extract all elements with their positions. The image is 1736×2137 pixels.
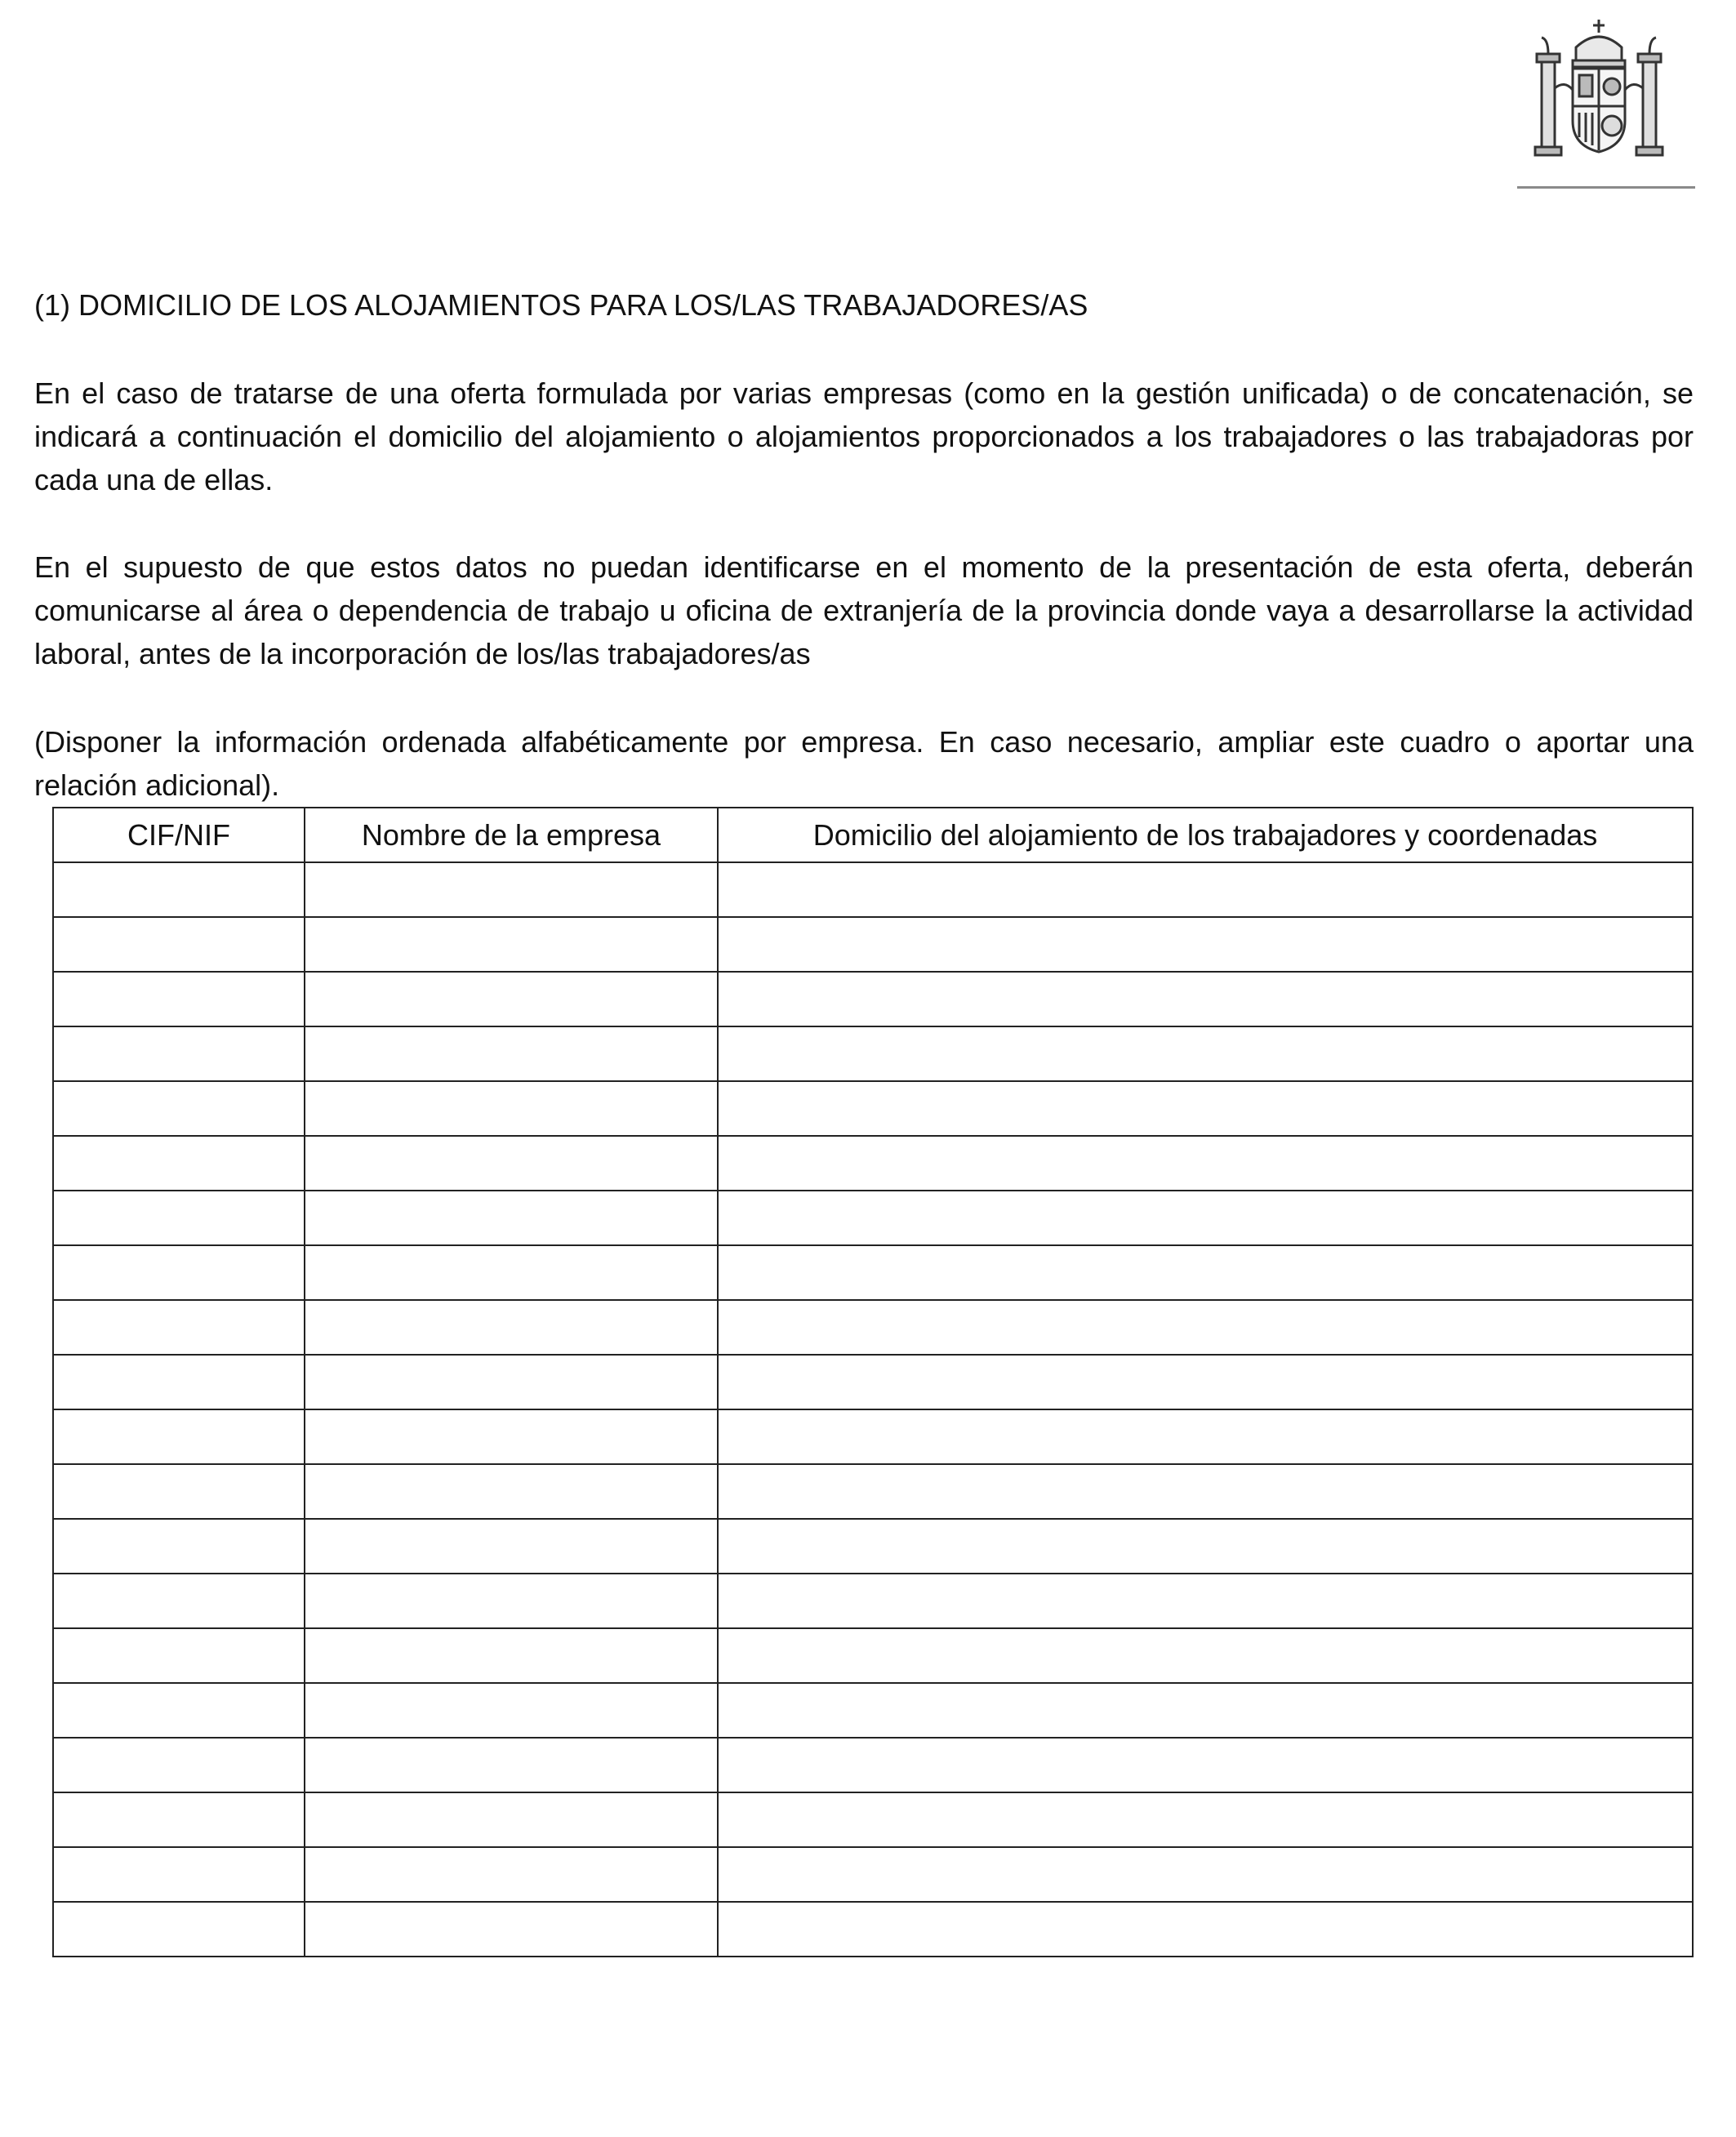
table-row xyxy=(53,1136,1693,1191)
cell-housing-address[interactable] xyxy=(718,1847,1693,1902)
table-row xyxy=(53,1519,1693,1574)
cell-housing-address[interactable] xyxy=(718,917,1693,972)
header-cif: CIF/NIF xyxy=(53,808,305,862)
cell-company-name[interactable] xyxy=(305,972,718,1026)
cell-cif[interactable] xyxy=(53,1409,305,1464)
table-row xyxy=(53,1026,1693,1081)
cell-company-name[interactable] xyxy=(305,1355,718,1409)
cell-housing-address[interactable] xyxy=(718,1409,1693,1464)
cell-company-name[interactable] xyxy=(305,1792,718,1847)
cell-cif[interactable] xyxy=(53,862,305,917)
cell-housing-address[interactable] xyxy=(718,862,1693,917)
cell-cif[interactable] xyxy=(53,1683,305,1738)
instructions-paragraph: (Disponer la información ordenada alfabéticamente por empresa. En caso necesario, ampliar este cuadro o aportar una relación adicional). xyxy=(34,725,1694,802)
table-row xyxy=(53,1738,1693,1792)
cell-cif[interactable] xyxy=(53,1847,305,1902)
table-header-row xyxy=(53,808,1693,862)
cell-cif[interactable] xyxy=(53,1574,305,1628)
cell-housing-address[interactable] xyxy=(718,1628,1693,1683)
cell-cif[interactable] xyxy=(53,1902,305,1957)
header-company-name: Nombre de la empresa xyxy=(305,808,718,862)
header-housing-address: Domicilio del alojamiento de los trabajadores y coordenadas xyxy=(718,808,1693,862)
cell-housing-address[interactable] xyxy=(718,1355,1693,1409)
cell-housing-address[interactable] xyxy=(718,1136,1693,1191)
cell-company-name[interactable] xyxy=(305,1300,718,1355)
table-row xyxy=(53,1355,1693,1409)
cell-cif[interactable] xyxy=(53,1792,305,1847)
cell-company-name[interactable] xyxy=(305,1136,718,1191)
cell-housing-address[interactable] xyxy=(718,1738,1693,1792)
cell-company-name[interactable] xyxy=(305,1409,718,1464)
cell-housing-address[interactable] xyxy=(718,1683,1693,1738)
spanish-coat-of-arms-icon xyxy=(1525,15,1672,162)
cell-housing-address[interactable] xyxy=(718,1245,1693,1300)
cell-cif[interactable] xyxy=(53,1026,305,1081)
cell-company-name[interactable] xyxy=(305,1026,718,1081)
cell-cif[interactable] xyxy=(53,1628,305,1683)
table-row xyxy=(53,1847,1693,1902)
table-row xyxy=(53,1574,1693,1628)
cell-cif[interactable] xyxy=(53,1300,305,1355)
cell-cif[interactable] xyxy=(53,1355,305,1409)
cell-company-name[interactable] xyxy=(305,1683,718,1738)
cell-housing-address[interactable] xyxy=(718,1902,1693,1957)
housing-table xyxy=(52,807,1694,1957)
cell-cif[interactable] xyxy=(53,1081,305,1136)
header-divider xyxy=(1517,186,1695,189)
cell-housing-address[interactable] xyxy=(718,1464,1693,1519)
cell-cif[interactable] xyxy=(53,1245,305,1300)
cell-cif[interactable] xyxy=(53,1464,305,1519)
cell-housing-address[interactable] xyxy=(718,972,1693,1026)
notice-paragraph: En el supuesto de que estos datos no puedan identificarse en el momento de la presentación de esta oferta, deberán comunicarse al área o dependencia de trabajo u oficina de extranjería de la provincia donde vaya a desarrollarse la actividad laboral, antes de la incorporación de los/las trabajadores/as xyxy=(34,550,1694,670)
cell-cif[interactable] xyxy=(53,1191,305,1245)
cell-company-name[interactable] xyxy=(305,1847,718,1902)
intro-paragraph: En el caso de tratarse de una oferta formulada por varias empresas (como en la gestión unificada) o de concatenación, se indicará a continuación el domicilio del alojamiento o alojamientos proporcionados a los trabajadores o las trabajadoras por cada una de ellas. xyxy=(34,376,1694,496)
cell-company-name[interactable] xyxy=(305,1902,718,1957)
cell-housing-address[interactable] xyxy=(718,1191,1693,1245)
cell-housing-address[interactable] xyxy=(718,1792,1693,1847)
cell-company-name[interactable] xyxy=(305,1574,718,1628)
table-row xyxy=(53,1792,1693,1847)
cell-cif[interactable] xyxy=(53,1519,305,1574)
table-row xyxy=(53,1902,1693,1957)
table-row xyxy=(53,862,1693,917)
cell-company-name[interactable] xyxy=(305,862,718,917)
cell-housing-address[interactable] xyxy=(718,1519,1693,1574)
cell-cif[interactable] xyxy=(53,917,305,972)
cell-company-name[interactable] xyxy=(305,1464,718,1519)
cell-cif[interactable] xyxy=(53,972,305,1026)
cell-company-name[interactable] xyxy=(305,1191,718,1245)
cell-cif[interactable] xyxy=(53,1738,305,1792)
table-row xyxy=(53,1081,1693,1136)
cell-company-name[interactable] xyxy=(305,1738,718,1792)
cell-company-name[interactable] xyxy=(305,1519,718,1574)
cell-housing-address[interactable] xyxy=(718,1300,1693,1355)
cell-company-name[interactable] xyxy=(305,917,718,972)
table-row xyxy=(53,1683,1693,1738)
table-row xyxy=(53,1409,1693,1464)
table-row xyxy=(53,972,1693,1026)
cell-housing-address[interactable] xyxy=(718,1574,1693,1628)
cell-cif[interactable] xyxy=(53,1136,305,1191)
cell-company-name[interactable] xyxy=(305,1245,718,1300)
cell-housing-address[interactable] xyxy=(718,1026,1693,1081)
cell-company-name[interactable] xyxy=(305,1081,718,1136)
table-row xyxy=(53,1191,1693,1245)
section-title: (1) DOMICILIO DE LOS ALOJAMIENTOS PARA LOS/LAS TRABAJADORES/AS xyxy=(34,288,1088,322)
cell-housing-address[interactable] xyxy=(718,1081,1693,1136)
table-row xyxy=(53,1628,1693,1683)
table-row xyxy=(53,1245,1693,1300)
cell-company-name[interactable] xyxy=(305,1628,718,1683)
table-row xyxy=(53,1300,1693,1355)
table-row xyxy=(53,917,1693,972)
table-row xyxy=(53,1464,1693,1519)
